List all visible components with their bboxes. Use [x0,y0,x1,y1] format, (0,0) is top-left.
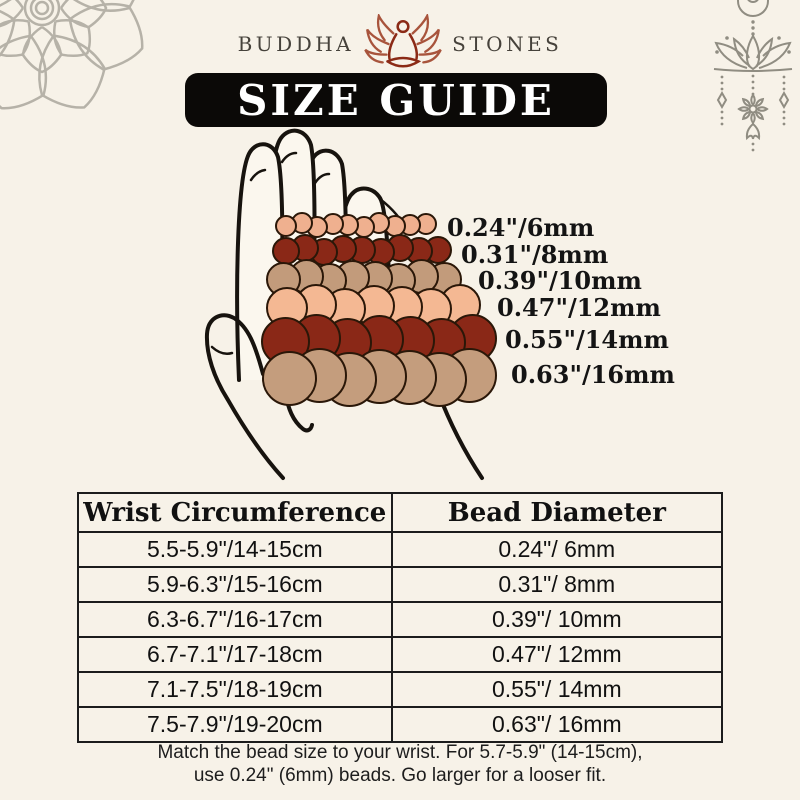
fit-note-line2: use 0.24" (6mm) beads. Go larger for a looser fit. [193,765,607,786]
size-table-cell: 5.9-6.3"/15-16cm [78,567,392,602]
size-table-column-header: Wrist Circumference [78,493,392,532]
size-table-header-row [78,493,722,532]
size-table-cell: 0.24"/ 6mm [392,532,722,567]
size-table-cell: 0.39"/ 10mm [392,602,722,637]
bead-size-label: 0.31"/8mm [461,240,609,269]
size-table-cell: 7.1-7.5"/18-19cm [78,672,392,707]
size-table-row [78,707,722,742]
fit-note-line1: Match the bead size to your wrist. For 5.7-5.9" (14-15cm), [157,742,643,763]
size-table-row [78,567,722,602]
bead-size-label: 0.39"/10mm [478,266,642,295]
size-table-cell: 0.55"/ 14mm [392,672,722,707]
brand-header [0,14,800,74]
size-table-cell: 5.5-5.9"/14-15cm [78,532,392,567]
size-table-container [77,492,723,743]
bead [262,351,317,406]
size-table-row [78,532,722,567]
size-table-column-header: Bead Diameter [392,493,722,532]
bead-size-label: 0.47"/12mm [497,293,661,322]
size-table-cell: 7.5-7.9"/19-20cm [78,707,392,742]
size-table-cell: 0.31"/ 8mm [392,567,722,602]
size-table-row [78,637,722,672]
bead-size-label: 0.24"/6mm [447,213,595,242]
bracelet-row [275,214,437,236]
size-table-row [78,602,722,637]
size-table-cell: 0.47"/ 12mm [392,637,722,672]
bracelet-row [262,350,497,405]
size-guide-banner [185,73,607,127]
size-table-cell: 6.7-7.1"/17-18cm [78,637,392,672]
brand-name-left: BUDDHA [237,32,355,56]
bead [275,215,297,237]
bead-size-label: 0.63"/16mm [511,360,675,389]
brand-name-right: STONES [452,32,563,56]
fit-note [0,741,800,787]
size-table [77,492,723,743]
bead-size-label: 0.55"/14mm [505,325,669,354]
size-table-row [78,672,722,707]
size-table-cell: 0.63"/ 16mm [392,707,722,742]
size-guide-title: SIZE GUIDE [237,75,555,125]
brand-lotus-icon [364,14,442,74]
size-table-cell: 6.3-6.7"/16-17cm [78,602,392,637]
